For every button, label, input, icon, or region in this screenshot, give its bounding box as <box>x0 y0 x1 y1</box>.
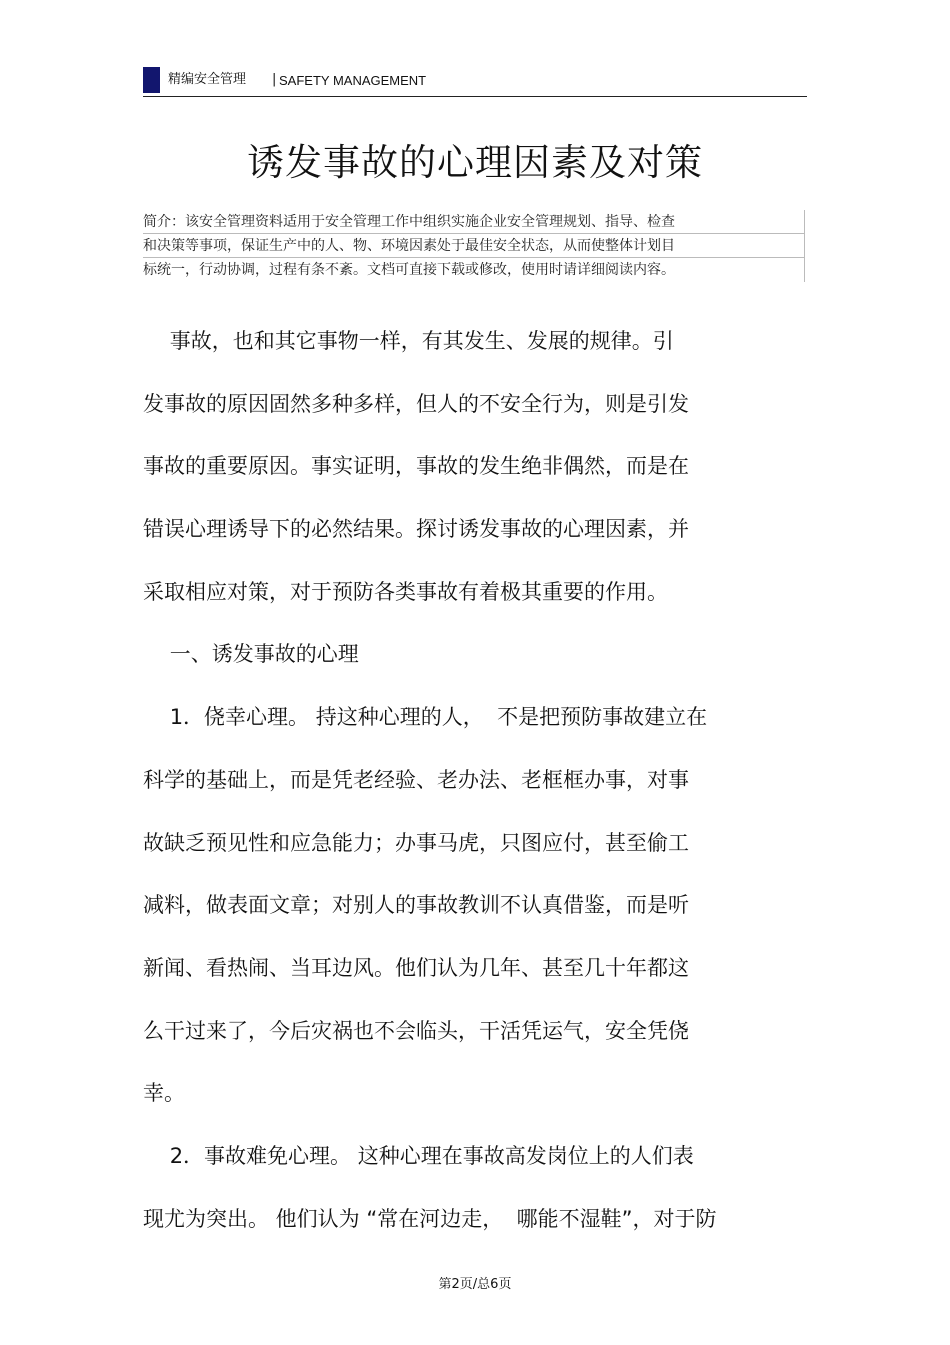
body-text <box>143 310 807 1250</box>
body-line: 新闻、看热闹、当耳边风。他们认为几年、甚至几十年都这 <box>143 955 689 980</box>
body-line: 错误心理诱导下的必然结果。探讨诱发事故的心理因素，并 <box>143 517 689 542</box>
body-line: 2．事故难免心理。 这种心理在事故高发岗位上的人们表 <box>143 1143 694 1168</box>
body-line: 现尤为突出。 他们认为 “常在河边走， 哪能不湿鞋”，对于防 <box>143 1206 717 1231</box>
brand-name-cn: 精编安全管理 <box>168 72 247 87</box>
body-line: 减料，做表面文章；对别人的事故教训不认真借鉴，而是听 <box>143 893 689 918</box>
body-line: 采取相应对策，对于预防各类事故有着极其重要的作用。 <box>143 579 668 604</box>
intro-line: 标统一，行动协调，过程有条不紊。文档可直接下载或修改，使用时请详细阅读内容。 <box>143 258 805 282</box>
document-title: 诱发事故的心理因素及对策 <box>247 141 703 184</box>
body-line: 事故的重要原因。事实证明，事故的发生绝非偶然，而是在 <box>143 454 689 479</box>
body-line: 事故，也和其它事物一样，有其发生、发展的规律。引 <box>143 329 674 353</box>
intro-line: 简介：该安全管理资料适用于安全管理工作中组织实施企业安全管理规划、指导、检查 <box>143 210 805 234</box>
body-line: 幸。 <box>143 1081 185 1106</box>
section-heading: 一、诱发事故的心理 <box>143 642 359 667</box>
page-number: 第2页/总6页 <box>438 1277 512 1292</box>
body-line: 科学的基础上，而是凭老经验、老办法、老框框办事，对事 <box>143 767 689 792</box>
brand-name-en: SAFETY MANAGEMENT <box>279 73 427 88</box>
body-line: 么干过来了，今后灾祸也不会临头，干活凭运气，安全凭侥 <box>143 1018 689 1043</box>
body-line: 发事故的原因固然多种多样，但人的不安全行为，则是引发 <box>143 391 689 416</box>
intro-summary <box>143 210 805 282</box>
brand-separator: | <box>272 72 277 87</box>
logo-icon <box>143 67 160 93</box>
intro-line: 和决策等事项，保证生产中的人、物、环境因素处于最佳安全状态，从而使整体计划目 <box>143 234 805 258</box>
body-line: 故缺乏预见性和应急能力；办事马虎，只图应付，甚至偷工 <box>143 830 689 855</box>
body-line: 1．侥幸心理。 持这种心理的人， 不是把预防事故建立在 <box>143 705 708 730</box>
document-header <box>143 67 807 97</box>
